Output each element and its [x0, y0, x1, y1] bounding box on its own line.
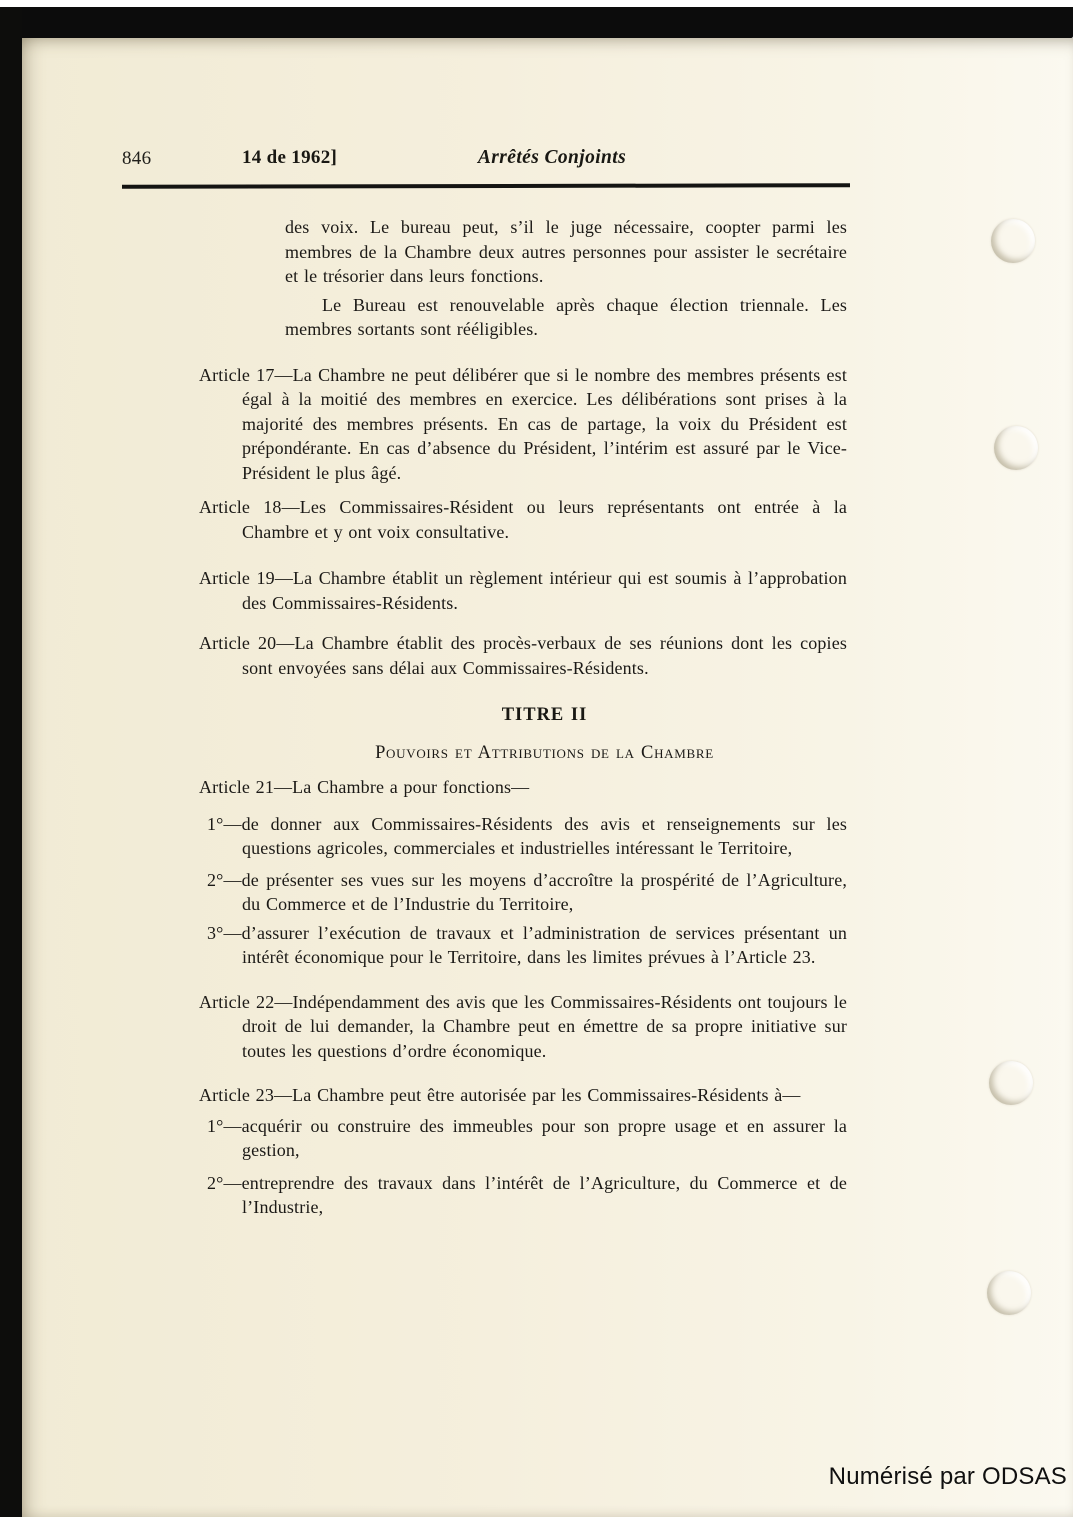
- punch-hole: [989, 1061, 1033, 1105]
- article-20-block: [199, 631, 847, 680]
- article-body: —La Chambre ne peut délibérer que si le nombre des membres présents est égal à la moitié des membres en exercice. Les délibérations sont prises à la majorité des membres présents. En cas de partage, la voix du Président est prépondérante. En cas d’absence du Président, l’intérim est assuré par le Vice-Président le plus âgé.: [242, 364, 847, 483]
- scan-top-edge: [0, 7, 1073, 38]
- section-heading: TITRE II: [501, 705, 588, 725]
- article-23-block: [199, 1083, 847, 1108]
- article-18-block: [199, 495, 847, 544]
- item-body: —d’assurer l’exécution de travaux et l’administration de services présentant un intérêt économique pour le Territoire, dans les limites prévues à l’Article 23.: [223, 922, 847, 967]
- section-subheading: Pouvoirs et Attributions de la Chambre: [375, 742, 714, 763]
- article-body: —La Chambre établit des procès-verbaux de ses réunions dont les copies sont envoyées sans délai aux Commissaires-Résidents.: [242, 633, 847, 678]
- item-body: —entreprendre des travaux dans l’intérêt de l’Agriculture, du Commerce et de l’Industrie,: [223, 1172, 847, 1217]
- edition-label: 14 de 1962]: [242, 147, 338, 168]
- article-19-block: [199, 566, 847, 615]
- article-body: —La Chambre établit un règlement intérieur qui est soumis à l’approbation des Commissaires-Résidents.: [242, 568, 847, 613]
- header-rule: [122, 183, 850, 189]
- list-item: [207, 1171, 847, 1220]
- item-number: 3°: [207, 922, 224, 943]
- article-body: —La Chambre a pour fonctions—: [273, 777, 530, 797]
- article-body: —Indépendamment des avis que les Commissaires-Résidents ont toujours le droit de lui demander, la Chambre peut en émettre de sa propre initiative sur toutes les questions d’ordre économique.: [242, 991, 847, 1061]
- list-item: [207, 1114, 847, 1163]
- list-item: [207, 812, 847, 861]
- item-body: —de présenter ses vues sur les moyens d’accroître la prospérité de l’Agriculture, du Commerce et de l’Industrie du Territoire,: [223, 869, 847, 914]
- paragraph-continuation: des voix. Le bureau peut, s’il le juge nécessaire, coopter parmi les membres de la Chambre deux autres personnes pour assister le secrétaire et le trésorier dans leurs fonctions.: [285, 217, 847, 286]
- article-21-block: [199, 775, 847, 800]
- article-body: —Les Commissaires-Résident ou leurs représentants ont entrée à la Chambre et y ont voix consultative.: [242, 497, 847, 542]
- journal-title: Arrêtés Conjoints: [477, 147, 627, 168]
- punch-hole: [994, 426, 1038, 470]
- item-body: —de donner aux Commissaires-Résidents des avis et renseignements sur les questions agricoles, commerciales et industrielles intéressant le Territoire,: [223, 813, 847, 858]
- article-label: Article 22: [199, 991, 275, 1012]
- punch-hole: [991, 219, 1035, 263]
- item-number: 1°: [207, 1115, 224, 1136]
- paragraph: Le Bureau est renouvelable après chaque élection triennale. Les membres sortants sont rééligibles.: [285, 294, 847, 339]
- article-label: Article 23: [199, 1085, 274, 1105]
- document-body: [199, 215, 847, 1220]
- article-label: Article 20: [199, 633, 277, 653]
- article-17-block: [199, 363, 847, 486]
- article-body: —La Chambre peut être autorisée par les Commissaires-Résidents à—: [273, 1085, 801, 1105]
- article-label: Article 17: [199, 364, 275, 385]
- item-number: 1°: [207, 813, 224, 834]
- list-item: [207, 868, 847, 917]
- list-item: [207, 921, 847, 970]
- page-number: 846: [122, 148, 152, 169]
- article-label: Article 18: [199, 497, 282, 517]
- item-number: 2°: [207, 1172, 224, 1193]
- item-body: —acquérir ou construire des immeubles pour son propre usage et en assurer la gestion,: [223, 1115, 847, 1160]
- scan-left-edge: [0, 7, 22, 1517]
- punch-hole: [987, 1271, 1031, 1315]
- article-22-block: [199, 990, 847, 1064]
- article-label: Article 21: [199, 777, 274, 797]
- article-label: Article 19: [199, 568, 275, 588]
- scan-watermark: Numérisé par ODSAS: [828, 1463, 1067, 1490]
- item-number: 2°: [207, 869, 224, 890]
- document-page: [22, 38, 1073, 1517]
